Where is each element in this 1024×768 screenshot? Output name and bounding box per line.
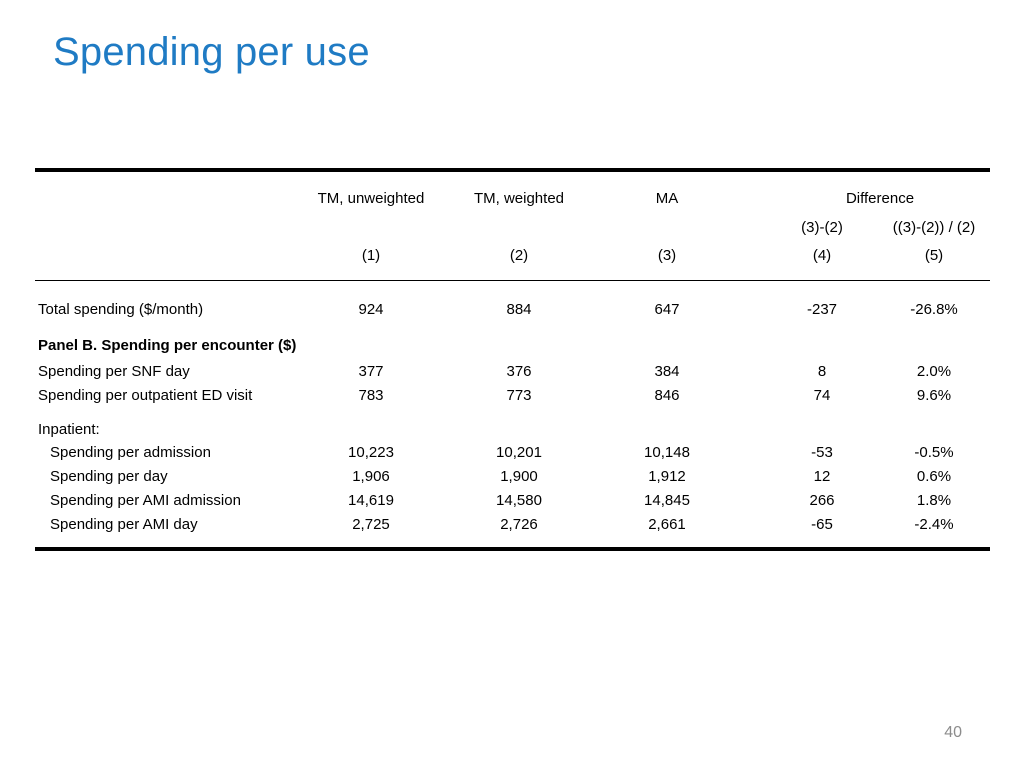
row-value: 10,223 [348, 444, 394, 461]
table-bottom-rule [35, 547, 990, 551]
row-value: 12 [813, 468, 831, 485]
row-value: 14,580 [496, 492, 542, 509]
row-value: 14,619 [348, 492, 394, 509]
row-label: Total spending ($/month) [38, 301, 204, 318]
row-value: 1,912 [648, 468, 686, 485]
row-value: 924 [358, 301, 384, 318]
section-label: Inpatient: [38, 421, 100, 438]
row-value: -26.8% [910, 301, 958, 318]
header-col-num-1: (1) [361, 247, 381, 264]
row-label: Spending per admission [50, 444, 211, 461]
row-value: 266 [809, 492, 835, 509]
row-value: 10,148 [644, 444, 690, 461]
row-value: 384 [654, 363, 680, 380]
row-value: -0.5% [914, 444, 954, 461]
page-number: 40 [944, 724, 962, 741]
row-value: 74 [813, 387, 831, 404]
row-value: 884 [506, 301, 532, 318]
row-value: 2.0% [916, 363, 952, 380]
row-value: 377 [358, 363, 384, 380]
row-value: 9.6% [916, 387, 952, 404]
header-difference: Difference [845, 190, 915, 207]
row-value: 10,201 [496, 444, 542, 461]
row-label: Spending per outpatient ED visit [38, 387, 253, 404]
row-value: 14,845 [644, 492, 690, 509]
row-value: -2.4% [914, 516, 954, 533]
row-value: 1,906 [352, 468, 390, 485]
table-header-rule [35, 280, 990, 281]
row-value: 846 [654, 387, 680, 404]
header-diff-pct: ((3)-(2)) / (2) [892, 219, 976, 236]
row-label: Spending per AMI day [50, 516, 198, 533]
row-value: 2,726 [500, 516, 538, 533]
row-value: 0.6% [916, 468, 952, 485]
row-value: -65 [811, 516, 833, 533]
panel-heading: Panel B. Spending per encounter ($) [38, 337, 297, 354]
row-value: 1.8% [916, 492, 952, 509]
row-value: -53 [811, 444, 833, 461]
header-col-num-4: (4) [812, 247, 832, 264]
row-value: 1,900 [500, 468, 538, 485]
row-value: 773 [506, 387, 532, 404]
row-value: 647 [654, 301, 680, 318]
row-value: 2,661 [648, 516, 686, 533]
row-label: Spending per day [50, 468, 168, 485]
row-value: -237 [806, 301, 838, 318]
header-diff-abs: (3)-(2) [801, 219, 843, 236]
table-top-rule [35, 168, 990, 172]
row-label: Spending per AMI admission [50, 492, 241, 509]
row-value: 376 [506, 363, 532, 380]
row-label: Spending per SNF day [38, 363, 190, 380]
header-ma: MA [655, 190, 679, 207]
header-col-num-5: (5) [924, 247, 944, 264]
row-value: 783 [358, 387, 384, 404]
header-tm-unweighted: TM, unweighted [317, 190, 425, 207]
header-col-num-3: (3) [657, 247, 677, 264]
header-col-num-2: (2) [509, 247, 529, 264]
slide-title: Spending per use [53, 30, 370, 74]
row-value: 8 [817, 363, 827, 380]
row-value: 2,725 [352, 516, 390, 533]
header-tm-weighted: TM, weighted [473, 190, 565, 207]
